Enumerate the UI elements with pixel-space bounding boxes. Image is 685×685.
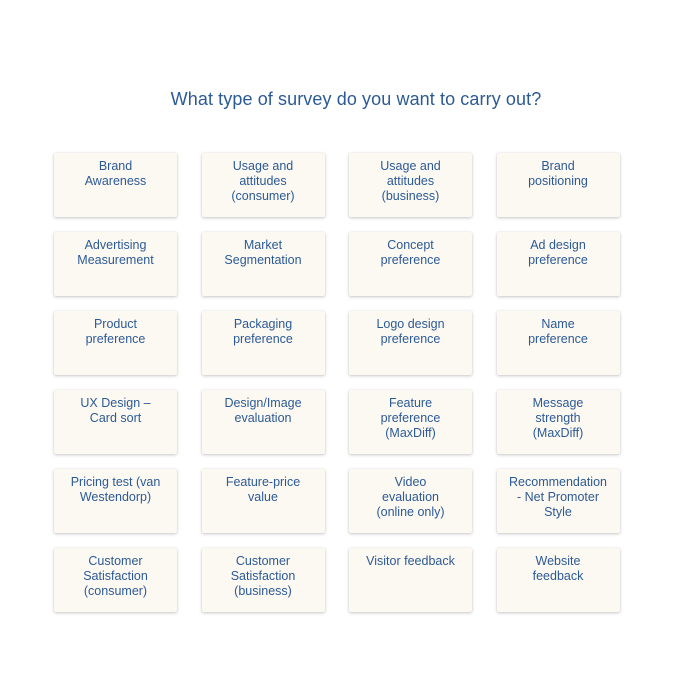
survey-card-product-preference[interactable]: [54, 311, 177, 375]
survey-card-label: Visitor feedback: [366, 554, 455, 568]
survey-card-pricing-test[interactable]: [54, 469, 177, 533]
survey-card-label: Advertising Measurement: [77, 238, 154, 267]
survey-card-usage-attitudes-business[interactable]: [349, 153, 472, 217]
survey-card-label: Customer Satisfaction (consumer): [83, 554, 148, 598]
survey-card-label: Brand Awareness: [84, 159, 147, 188]
survey-card-label: UX Design – Card sort: [80, 396, 151, 425]
survey-card-packaging-preference[interactable]: [202, 311, 325, 375]
survey-card-label: Pricing test (van Westendorp): [70, 475, 161, 504]
survey-card-feature-price-value[interactable]: [202, 469, 325, 533]
survey-card-label: Feature preference (MaxDiff): [380, 396, 441, 440]
survey-card-design-image-evaluation[interactable]: [202, 390, 325, 454]
survey-card-ad-design-preference[interactable]: [497, 232, 620, 296]
survey-card-label: Website feedback: [532, 554, 584, 583]
survey-card-name-preference[interactable]: [497, 311, 620, 375]
survey-card-label: Customer Satisfaction (business): [230, 554, 296, 598]
survey-card-label: Logo design preference: [376, 317, 445, 346]
survey-card-label: Recommendation - Net Promoter Style: [509, 475, 607, 519]
survey-card-label: Brand positioning: [528, 159, 588, 188]
survey-card-label: Market Segmentation: [224, 238, 302, 267]
survey-card-brand-awareness[interactable]: [54, 153, 177, 217]
survey-card-label: Usage and attitudes (business): [380, 159, 441, 203]
survey-card-label: Name preference: [528, 317, 588, 346]
survey-card-concept-preference[interactable]: [349, 232, 472, 296]
survey-card-brand-positioning[interactable]: [497, 153, 620, 217]
survey-card-logo-design-preference[interactable]: [349, 311, 472, 375]
survey-card-video-evaluation[interactable]: [349, 469, 472, 533]
page-title: What type of survey do you want to carry out?: [170, 89, 542, 109]
survey-card-market-segmentation[interactable]: [202, 232, 325, 296]
survey-card-feature-preference-maxdiff[interactable]: [349, 390, 472, 454]
survey-card-label: Feature-price value: [225, 475, 301, 504]
survey-card-label: Design/Image evaluation: [224, 396, 302, 425]
survey-type-grid: [54, 153, 620, 612]
survey-card-ux-card-sort[interactable]: [54, 390, 177, 454]
survey-card-label: Ad design preference: [528, 238, 588, 267]
survey-card-customer-satisfaction-business[interactable]: [202, 548, 325, 612]
survey-card-net-promoter[interactable]: [497, 469, 620, 533]
survey-card-customer-satisfaction-consumer[interactable]: [54, 548, 177, 612]
survey-card-label: Message strength (MaxDiff): [532, 396, 584, 440]
survey-card-visitor-feedback[interactable]: [349, 548, 472, 612]
survey-card-label: Usage and attitudes (consumer): [231, 159, 295, 203]
survey-card-message-strength-maxdiff[interactable]: [497, 390, 620, 454]
survey-card-label: Concept preference: [380, 238, 441, 267]
survey-card-advertising-measurement[interactable]: [54, 232, 177, 296]
survey-card-usage-attitudes-consumer[interactable]: [202, 153, 325, 217]
survey-card-label: Packaging preference: [233, 317, 293, 346]
survey-card-label: Product preference: [85, 317, 146, 346]
survey-card-website-feedback[interactable]: [497, 548, 620, 612]
survey-card-label: Video evaluation (online only): [376, 475, 445, 519]
